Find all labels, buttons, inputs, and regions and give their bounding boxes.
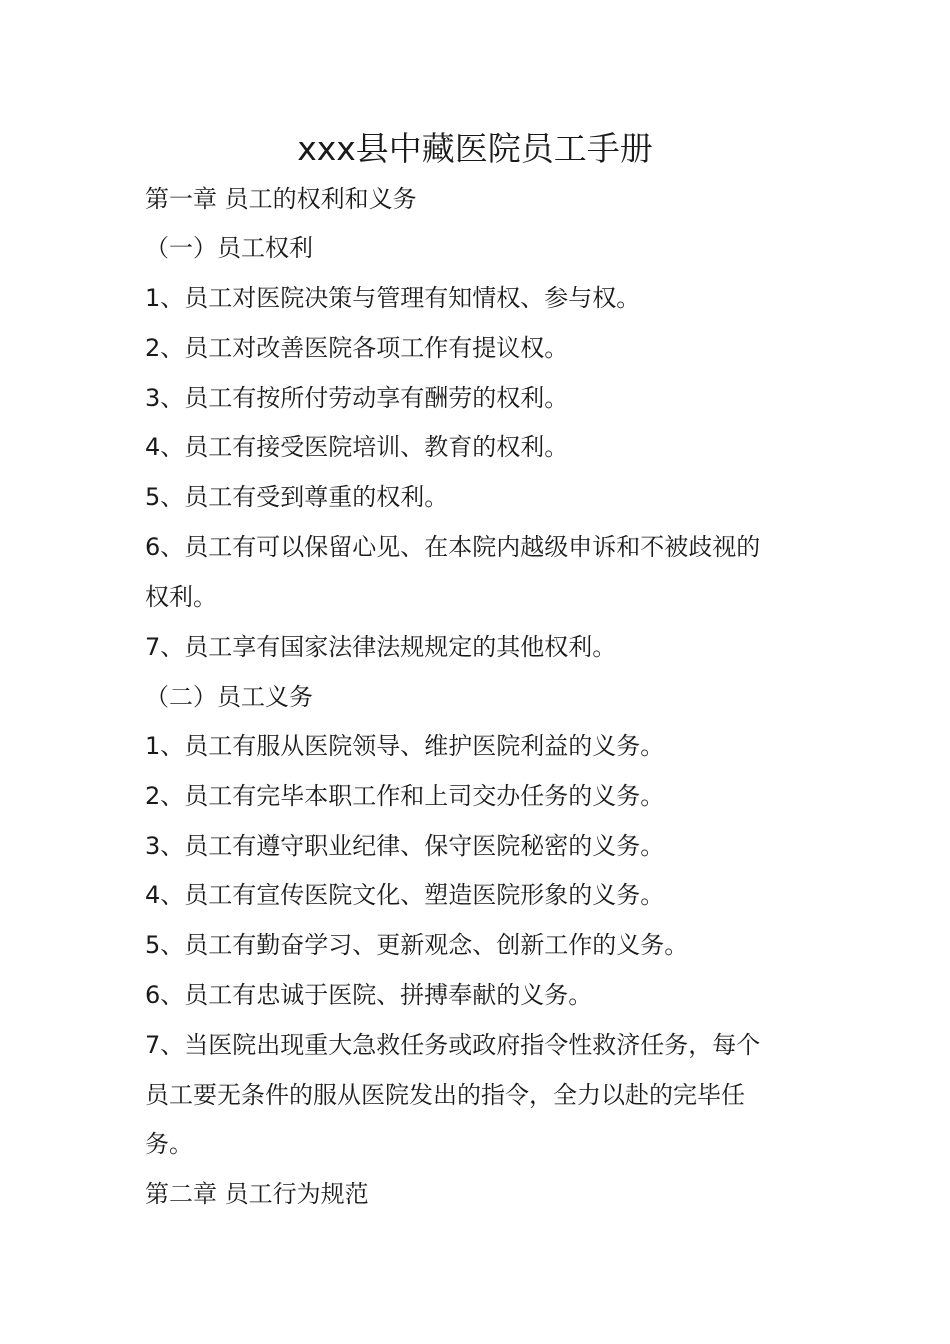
paragraph-line: 4、员工有宣传医院文化、塑造医院形象的义务。: [145, 881, 665, 909]
paragraph-line: 权利。: [145, 583, 217, 611]
paragraph-line: 7、当医院出现重大急救任务或政府指令性救济任务，每个: [145, 1031, 761, 1059]
paragraph-line: 7、员工享有国家法律法规规定的其他权利。: [145, 633, 617, 661]
paragraph-line: 务。: [145, 1130, 193, 1158]
paragraph-line: 4、员工有接受医院培训、教育的权利。: [145, 433, 569, 461]
paragraph-line: 1、员工有服从医院领导、维护医院利益的义务。: [145, 732, 665, 760]
chapter-heading: 第一章 员工的权利和义务: [145, 185, 417, 213]
paragraph-line: 员工要无条件的服从医院发出的指令，全力以赴的完毕任: [145, 1081, 745, 1109]
paragraph-line: 3、员工有遵守职业纪律、保守医院秘密的义务。: [145, 832, 665, 860]
paragraph-line: 6、员工有可以保留心见、在本院内越级申诉和不被歧视的: [145, 533, 761, 561]
paragraph-line: 5、员工有受到尊重的权利。: [145, 483, 449, 511]
document-title: xxx县中藏医院员工手册: [297, 129, 653, 168]
paragraph-line: 5、员工有勤奋学习、更新观念、创新工作的义务。: [145, 931, 689, 959]
paragraph-line: 2、员工对改善医院各项工作有提议权。: [145, 334, 569, 362]
paragraph-line: 6、员工有忠诚于医院、拼搏奉献的义务。: [145, 981, 593, 1009]
paragraph-line: 1、员工对医院决策与管理有知情权、参与权。: [145, 284, 641, 312]
paragraph-line: 2、员工有完毕本职工作和上司交办任务的义务。: [145, 782, 665, 810]
section-heading: （二）员工义务: [145, 683, 313, 711]
paragraph-line: 3、员工有按所付劳动享有酬劳的权利。: [145, 384, 569, 412]
chapter-heading: 第二章 员工行为规范: [145, 1180, 369, 1208]
section-heading: （一）员工权利: [145, 234, 313, 262]
